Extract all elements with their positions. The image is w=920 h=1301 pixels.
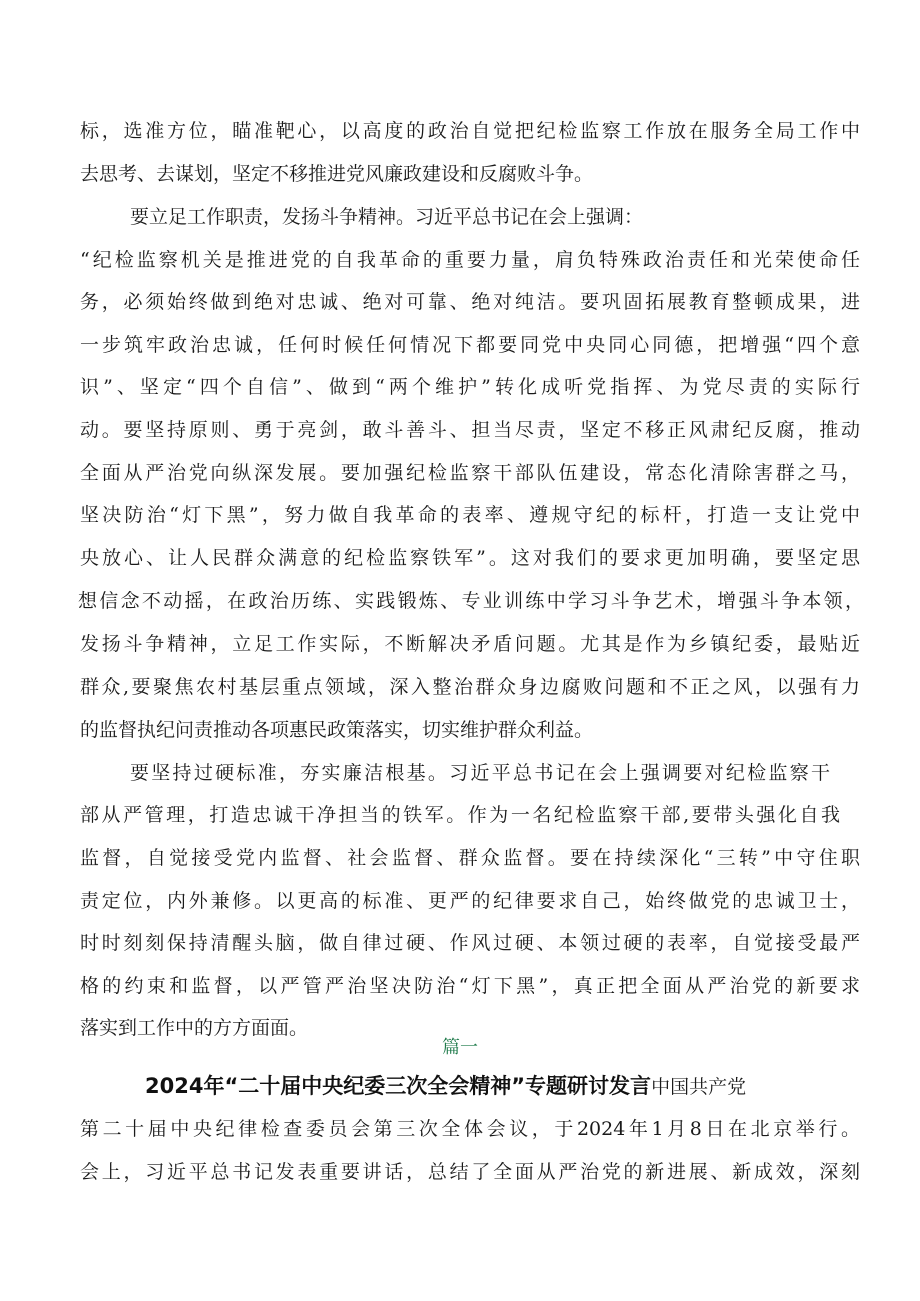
section-divider-label: 篇一 [442,1037,478,1058]
text-line: 动。要坚持原则、勇于亮剑，敢斗善斗、担当尽责，坚定不移正风肃纪反腐，推动 [80,419,860,441]
text-line: 央放心、让人民群众满意的纪检监察铁军”。这对我们的要求更加明确，要坚定思 [80,547,860,569]
text-line: 的监督执纪问责推动各项惠民政策落实，切实维护群众利益。 [80,719,594,741]
text-line: 群众,要聚焦农村基层重点领域，深入整治群众身边腐败问题和不正之风，以强有力 [80,676,860,698]
text-line: 标，选准方位，瞄准靶心，以高度的政治自觉把纪检监察工作放在服务全局工作中 [80,120,860,142]
section-heading-title: 2024年“二十届中央纪委三次全会精神”专题研讨发言 [145,1074,652,1098]
text-line: 监督，自觉接受党内监督、社会监督、群众监督。要在持续深化“三转”中守住职 [80,847,860,869]
text-line: 要立足工作职责，发扬斗争精神。习近平总书记在会上强调： [130,206,644,228]
text-line: 会上，习近平总书记发表重要讲话，总结了全面从严治党的新进展、新成效，深刻 [80,1161,860,1183]
text-line: 格的约束和监督，以严管严治坚决防治“灯下黑”，真正把全面从严治党的新要求 [80,975,860,997]
text-line: 务，必须始终做到绝对忠诚、绝对可靠、绝对纯洁。要巩固拓展教育整顿成果，进 [80,291,860,313]
section-heading-continuation: 中国共产党 [651,1076,747,1098]
text-line: 第二十届中央纪律检查委员会第三次全体会议，于2024年1月8日在北京举行。 [80,1118,860,1140]
text-line: 部从严管理，打造忠诚干净担当的铁军。作为一名纪检监察干部,要带头强化自我 [80,804,840,826]
text-line: 时时刻刻保持清醒头脑，做自律过硬、作风过硬、本领过硬的表率，自觉接受最严 [80,932,860,954]
section-heading [145,1068,746,1104]
text-line: 想信念不动摇，在政治历练、实践锻炼、专业训练中学习斗争艺术，增强斗争本领， [78,590,864,612]
text-line: “纪检监察机关是推进党的自我革命的重要力量，肩负特殊政治责任和光荣使命任 [80,249,860,271]
text-line: 全面从严治党向纵深发展。要加强纪检监察干部队伍建设，常态化清除害群之马， [80,462,860,484]
text-line: 要坚持过硬标准，夯实廉洁根基。习近平总书记在会上强调要对纪检监察干 [130,762,830,784]
text-line: 责定位，内外兼修。以更高的标准、更严的纪律要求自己，始终做党的忠诚卫士， [80,890,860,912]
text-line: 坚决防治“灯下黑”，努力做自我革命的表率、遵规守纪的标杆，打造一支让党中 [80,504,860,526]
text-line: 落实到工作中的方方面面。 [80,1017,309,1039]
text-line: 发扬斗争精神，立足工作实际，不断解决矛盾问题。尤其是作为乡镇纪委，最贴近 [80,633,860,655]
text-line: 去思考、去谋划，坚定不移推进党风廉政建设和反腐败斗争。 [80,163,594,185]
text-line: 一步筑牢政治忠诚，任何时候任何情况下都要同党中央同心同德，把增强“四个意 [80,334,860,356]
text-line: 识”、坚定“四个自信”、做到“两个维护”转化成听党指挥、为党尽责的实际行 [80,376,860,398]
